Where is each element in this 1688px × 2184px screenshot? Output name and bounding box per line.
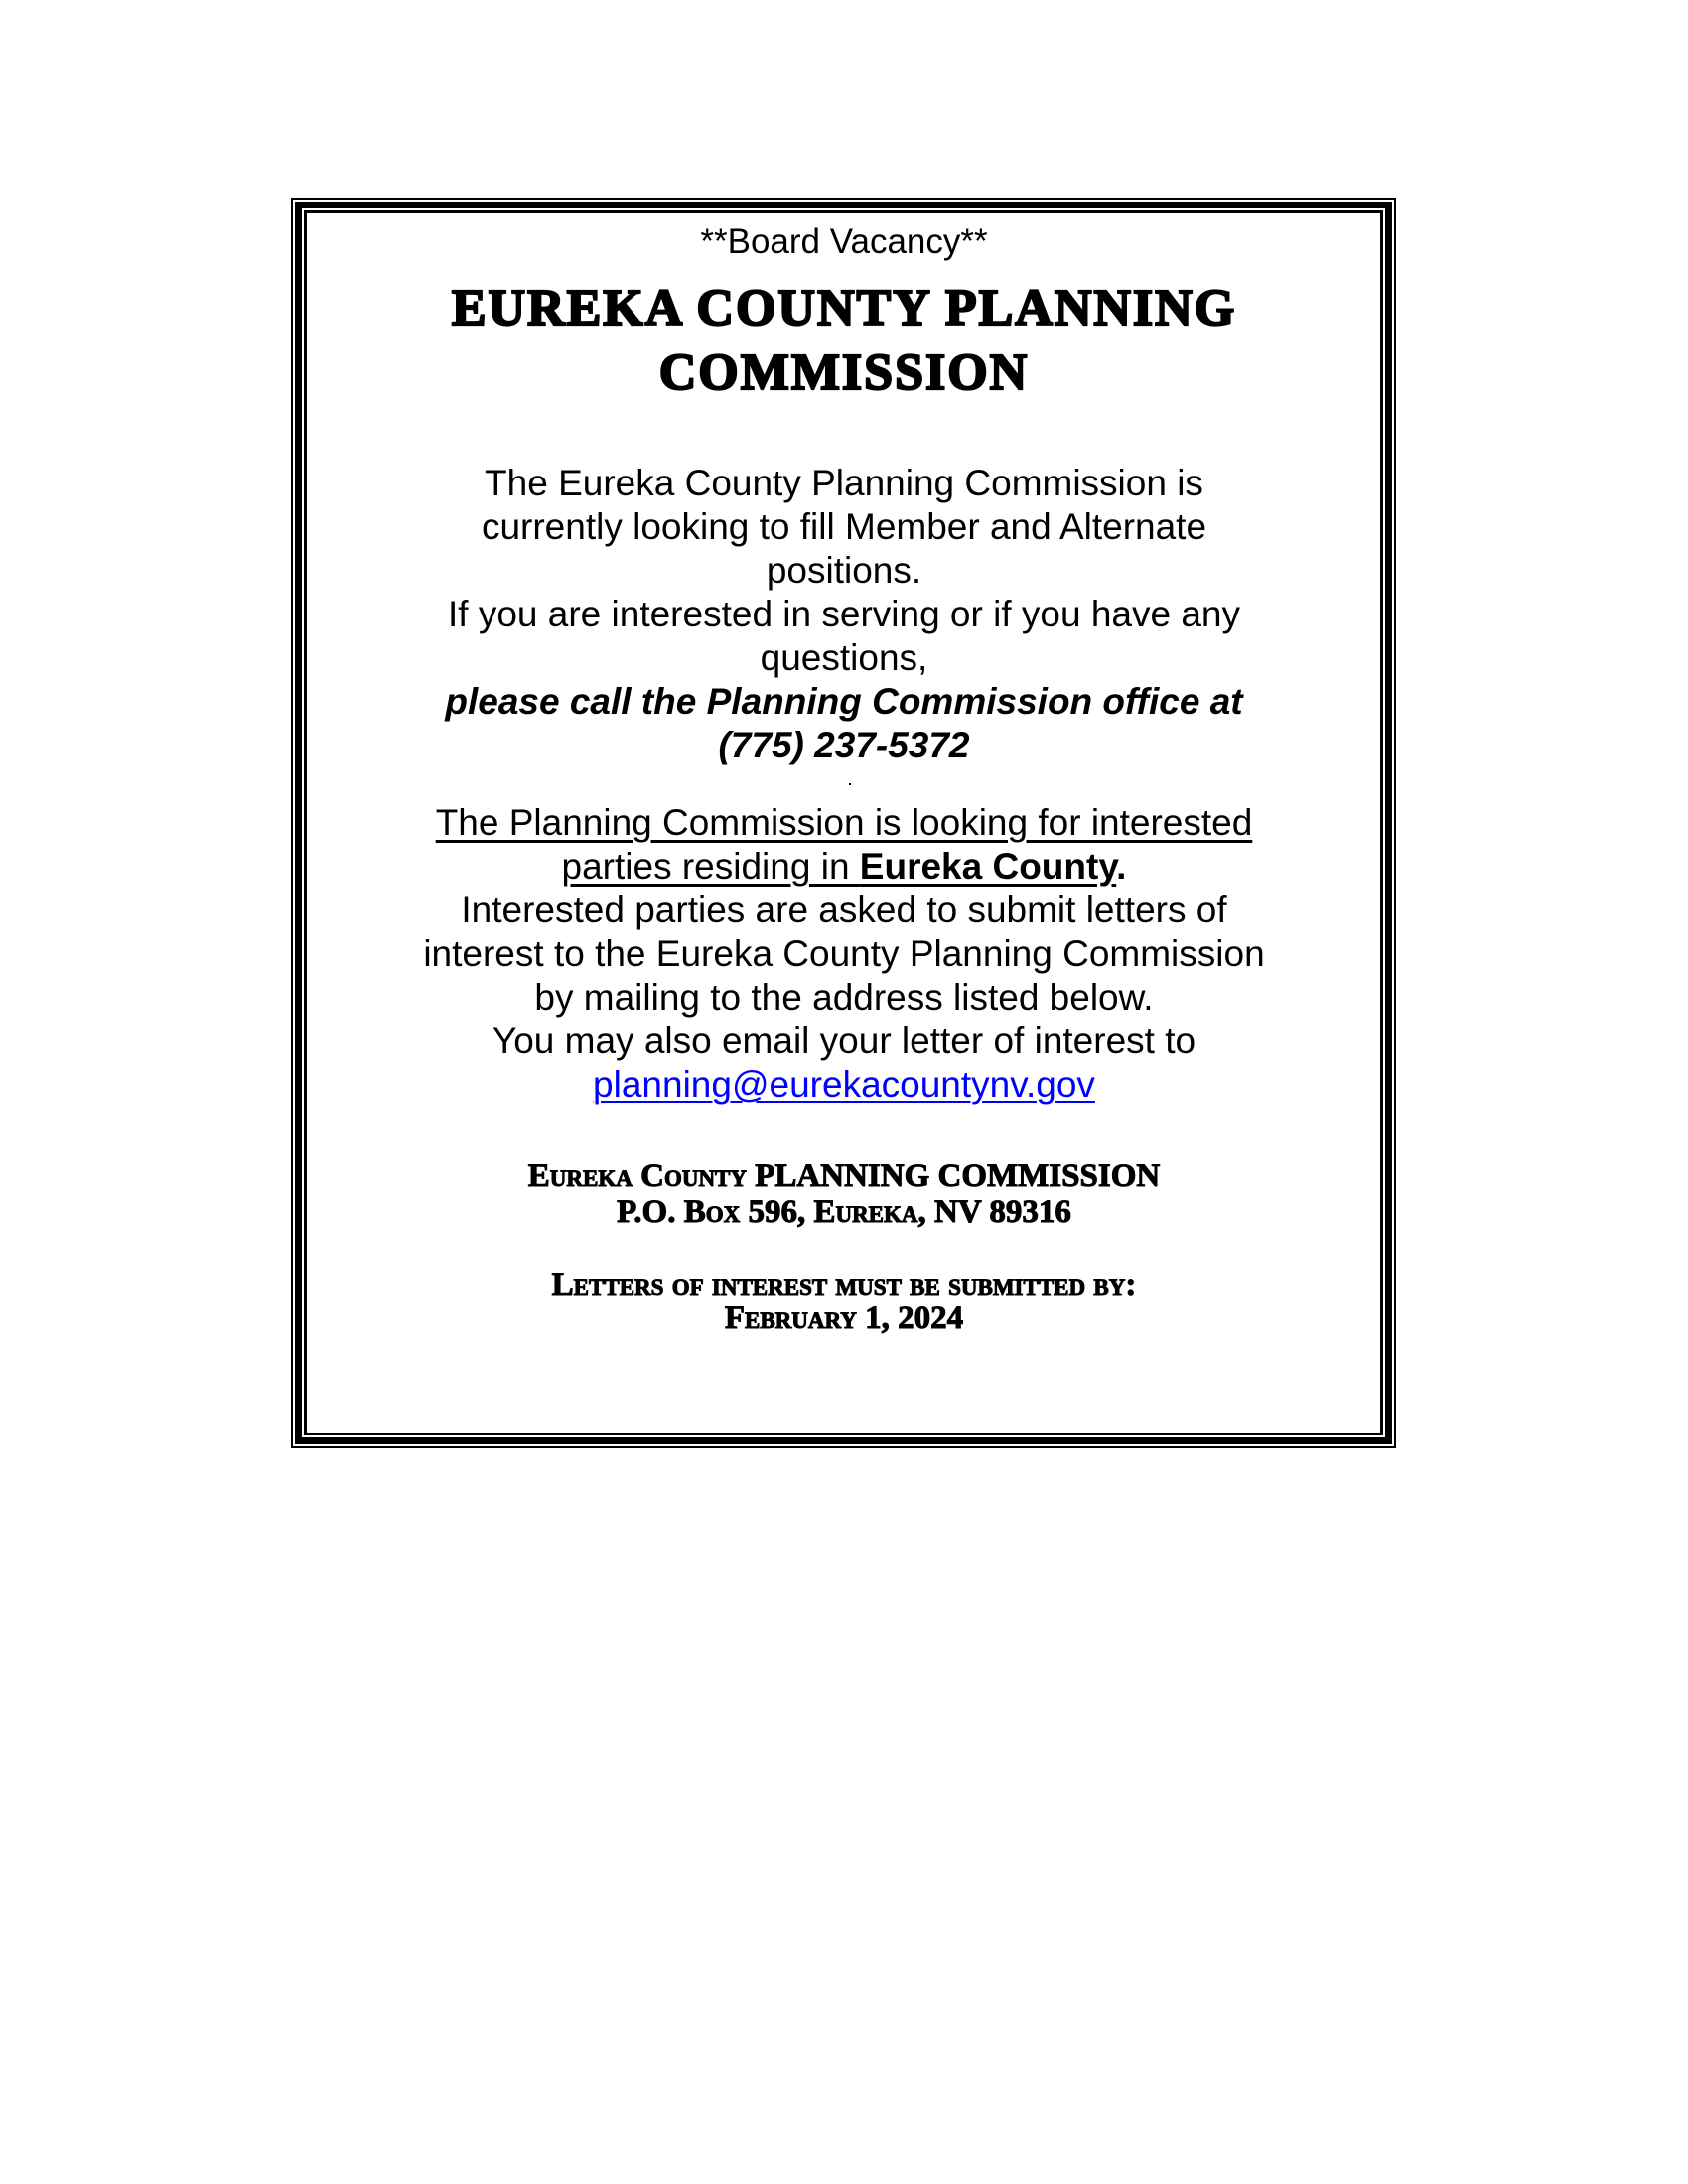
residency-line-1 [0,802,1688,844]
residency-line-1-text: The Planning Commission is looking for interested [435,802,1253,843]
phone-number: (775) 237-5372 [718,725,970,765]
stray-dot [849,783,851,785]
submit-line-4: You may also email your letter of interest to [492,1021,1196,1061]
intro-line-5: questions, [760,637,928,678]
intro-line-4: If you are interested in serving or if you have any [448,594,1240,634]
submit-line-2: interest to the Eureka County Planning Commission [423,933,1265,974]
intro-line-3: positions. [766,550,922,591]
residency-prefix: parties residing in [561,846,860,887]
residency-line-2 [0,846,1688,887]
address-line-2: P.O. Box 596, Eureka, NV 89316 [617,1194,1071,1230]
address-line-1: Eureka County PLANNING COMMISSION [527,1159,1161,1194]
intro-line-1: The Eureka County Planning Commission is [485,463,1203,503]
submit-line-1: Interested parties are asked to submit letters of [461,889,1227,930]
deadline-date: February 1, 2024 [724,1300,964,1336]
call-line-1: please call the Planning Commission office at [445,681,1243,722]
deadline-line-1: Letters of interest must be submitted by: [551,1267,1137,1302]
residency-county: Eureka County [859,846,1117,887]
residency-period: . [1116,846,1127,887]
email-link[interactable]: planning@eurekacountynv.gov [593,1064,1095,1105]
title-line-2: COMMISSION [658,344,1030,401]
email-line [0,1064,1688,1106]
board-vacancy-header: **Board Vacancy** [700,222,988,261]
submit-line-3: by mailing to the address listed below. [534,977,1154,1018]
intro-line-2: currently looking to fill Member and Alternate [481,506,1207,547]
title-line-1: EUREKA COUNTY PLANNING [451,280,1237,337]
